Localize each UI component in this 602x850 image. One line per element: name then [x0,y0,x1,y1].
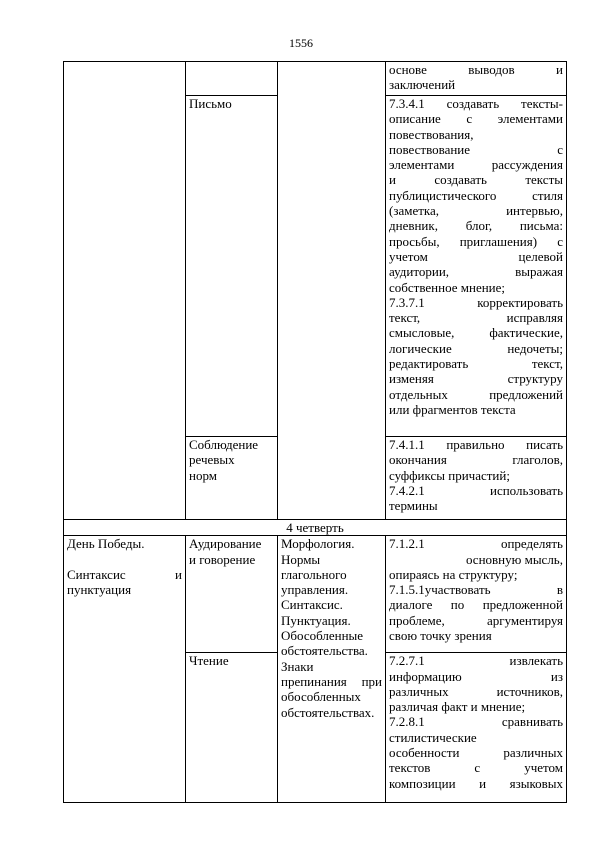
outcome-line: 7.4.1.1 правильно писать [389,437,563,452]
language-line: глагольного [281,566,347,582]
outcome-line: 7.3.4.1 создавать тексты- [389,96,563,111]
outcome-line: отдельных предложений [389,386,563,402]
topic-subtitle-line: пунктуация [67,581,132,597]
skill-label: Аудирование [189,536,262,552]
outcome-line: диалоге по предложенной [389,597,563,613]
outcome-line: свою точку зрения [389,628,492,644]
quarter-heading: 4 четверть [64,520,567,536]
outcome-line: информацию из [389,668,563,684]
outcome-line: дневник, блог, письма: [389,218,563,234]
language-line: Обособленные [281,628,364,644]
topic-subtitle-line: Синтаксис и [67,566,182,582]
table-row [64,536,567,653]
language-line: обстоятельства. [281,643,368,659]
page-number: 1556 [289,36,313,50]
skill-cell-writing [186,96,278,437]
outcome-line: просьбы, приглашения) с [389,233,563,249]
outcome-line: основную мысль, [465,551,563,567]
outcome-cell-writing [386,96,567,437]
topic-cell-empty [64,62,186,520]
outcome-line: 7.4.2.1 использовать [389,482,563,498]
topic-cell-victory [64,536,186,803]
outcome-line: собственное мнение; [389,279,506,295]
outcome-line: аудитории, выражая [389,264,563,280]
outcome-line: различая факт и мнение; [389,699,526,715]
skill-cell-reading [186,653,278,803]
outcome-line: повествование с [389,141,563,157]
outcome-line: повествования, [389,126,474,142]
outcome-line: и создавать тексты [389,172,563,188]
outcome-cell-listening [386,536,567,653]
outcome-line: проблеме, аргументируя [389,612,563,628]
skill-label: Соблюдение [189,437,259,452]
outcome-cell-continuation [386,62,567,96]
curriculum-table [63,61,567,803]
language-line: Морфология. [281,536,355,552]
outcome-cell-reading [386,653,567,803]
outcome-line: опираясь на структуру; [389,566,518,582]
outcome-line: элементами рассуждения [389,157,563,173]
language-cell-victory [278,536,386,803]
skill-label: норм [189,467,217,483]
language-line: обстоятельствах. [281,704,375,720]
language-line: управления. [281,582,349,598]
table-row [64,62,567,96]
outcome-line: особенности различных [389,745,563,761]
outcome-line: публицистического стиля [389,187,563,203]
outcome-cell-norms [386,437,567,520]
outcome-line: 7.3.7.1 корректировать [389,294,563,310]
outcome-line: учетом целевой [389,248,563,264]
outcome-line: заключений [389,77,456,93]
skill-cell-empty [186,62,278,96]
table-row [64,520,567,536]
skill-label: и говорение [189,551,256,567]
topic-title: День Победы. [67,536,145,552]
skill-label: речевых [189,452,235,468]
language-line: Синтаксис. [281,597,343,613]
skill-cell-listening [186,536,278,653]
outcome-line: окончания глаголов, [389,452,563,468]
outcome-line: текст, исправляя [389,310,563,326]
outcome-line: термины [389,498,438,514]
outcome-line: стилистические [389,729,477,745]
outcome-line: 7.1.2.1 определять [389,536,563,552]
outcome-line: (заметка, интервью, [389,203,563,219]
outcome-line: 7.2.7.1 извлекать [389,653,563,669]
language-line: обособленных [281,689,361,705]
outcome-line: описание с элементами [389,111,563,127]
language-line: препинания при [281,673,382,689]
outcome-line: основе выводов и [389,62,563,77]
language-cell-empty [278,62,386,520]
outcome-line: различных источников, [389,683,563,699]
outcome-line: логические недочеты; [389,340,563,356]
outcome-line: или фрагментов текста [389,401,516,417]
skill-cell-norms [186,437,278,520]
outcome-line: смысловые, фактические, [389,325,563,341]
outcome-line: изменяя структуру [389,371,563,387]
outcome-line: редактировать текст, [389,356,563,372]
language-line: Знаки [281,658,314,674]
skill-label: Чтение [189,653,229,669]
outcome-line: суффиксы причастий; [389,467,510,483]
outcome-line: текстов с учетом [389,760,563,776]
language-line: Пунктуация. [281,612,351,628]
skill-label: Письмо [189,96,232,111]
language-line: Нормы [281,551,321,567]
outcome-line: 7.2.8.1 сравнивать [389,714,563,730]
outcome-line: композиции и языковых [389,775,563,791]
outcome-line: 7.1.5.1участвовать в [389,582,563,598]
